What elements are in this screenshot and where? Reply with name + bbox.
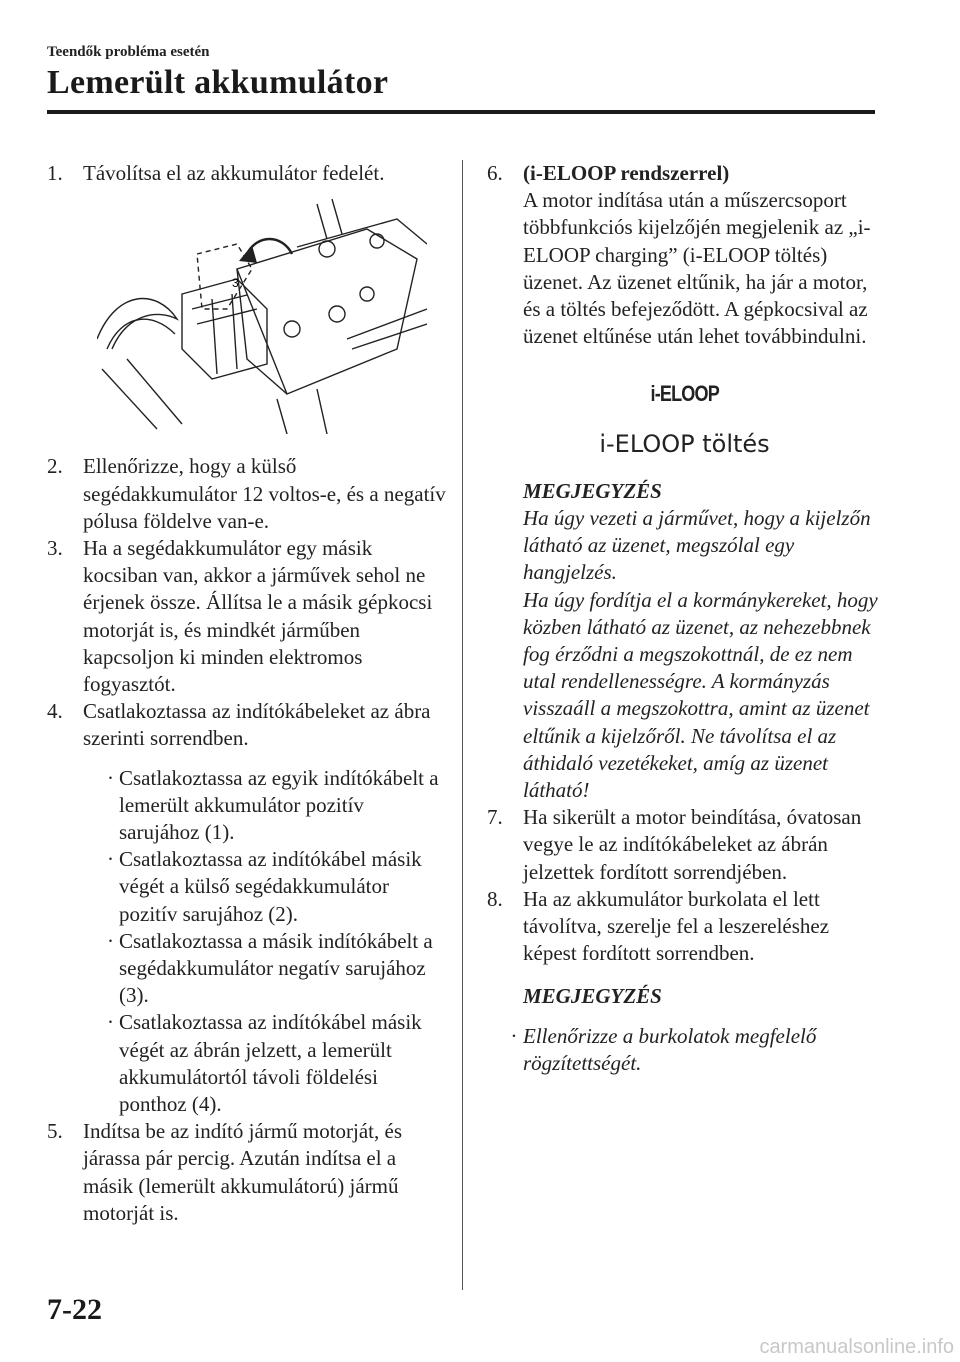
step-text: A motor indítása után a műszercsoport többfunkciós kijelzőjén megjelenik az „i-ELOOP charging” (i-ELOOP töltés) üzenet. Az üzenet eltűnik, ha jár a motor, és a töltés befejeződött. A gépkocsival az üzenet eltűnése után lehet továbbindulni. (523, 188, 871, 349)
step-6 (487, 160, 882, 350)
column-divider (462, 160, 463, 1290)
step-text: Ellenőrizze, hogy a külső segédakkumulátor 12 voltos-e, és a negatív pólusa földelve van-e. (83, 454, 446, 533)
section-heading: Teendők probléma esetén (47, 44, 210, 60)
step-7 (487, 804, 882, 886)
note-bullet (487, 1023, 882, 1077)
bullet-text: Csatlakoztassa az egyik indítókábelt a lemerült akkumulátor pozitív sarujához (1). (119, 765, 439, 845)
note-text: Ha úgy vezeti a járművet, hogy a kijelzőn látható az üzenet, megszólal egy hangjelzés. (523, 506, 871, 585)
step-number: 8. (487, 886, 503, 911)
title-rule (47, 110, 875, 114)
bullet-item (83, 765, 447, 847)
page-number: 7-22 (47, 1293, 102, 1326)
eloop-logo: i-ELOOP (650, 381, 719, 407)
step-heading: (i-ELOOP rendszerrel) (523, 161, 730, 185)
battery-cover-illustration (97, 199, 427, 434)
page-title: Lemerült akkumulátor (47, 64, 389, 101)
bullet-dot: · (107, 847, 114, 872)
bullet-dot: · (107, 765, 114, 790)
step-number: 5. (47, 1119, 63, 1144)
step-1 (47, 160, 447, 187)
eloop-indicator (487, 380, 882, 457)
bullet-item (83, 1009, 447, 1118)
bullet-item (83, 928, 447, 1010)
step-number: 1. (47, 161, 63, 185)
step-text: Ha a segédakkumulátor egy másik kocsiban van, akkor a járművek sehol ne érjenek össze. Állítsa le a másik gépkocsi motorját is, és mindkét járműben kapcsoljon ki minden elektromos fogyasztót. (83, 536, 433, 697)
step-text: Ha sikerült a motor beindítása, óvatosan vegye le az indítókábeleket az ábrán jelzettek fordított sorrendjében. (523, 805, 862, 884)
bullet-dot: · (107, 928, 114, 953)
step-number: 3. (47, 536, 63, 561)
right-column (487, 160, 882, 1077)
step-5 (47, 1118, 447, 1227)
bullet-text: Csatlakoztassa a másik indítókábelt a segédakkumulátor negatív sarujához (3). (119, 928, 433, 1008)
bullet-text: Csatlakoztassa az indítókábel másik végét az ábrán jelzett, a lemerült akkumulátortól távoli földelési ponthoz (4). (119, 1010, 422, 1117)
bullet-dot: · (511, 1023, 517, 1048)
step-text: Indítsa be az indító jármű motorját, és járassa pár percig. Azután indítsa el a másik (lemerült akkumulátorú) jármű motorját is. (83, 1119, 402, 1225)
bullet-item (83, 846, 447, 928)
step-text: Ha az akkumulátor burkolata el lett távolítva, szerelje fel a leszereléshez képest fordított sorrendben. (523, 886, 830, 966)
left-column (47, 160, 447, 1227)
note-text: Ha úgy fordítja el a kormánykereket, hogy közben látható az üzenet, az nehezebbnek fog érződni a megszokottnál, de ez nem utal rendellenességre. A kormányzás visszaáll a megszokottra, amint az üzenet eltűnik a kijelzőről. Ne távolítsa el az áthidaló vezetékeket, amíg az üzenet látható! (523, 587, 878, 803)
figure-label-3: 3 (232, 276, 239, 291)
note-heading: MEGJEGYZÉS (523, 984, 662, 1009)
bullet-text: Ellenőrizze a burkolatok megfelelő rögzítettségét. (523, 1023, 817, 1075)
bullet-text: Csatlakoztassa az indítókábel másik végét a külső segédakkumulátor pozitív sarujához (2). (119, 847, 422, 926)
step-number: 6. (487, 161, 503, 185)
step-number: 2. (47, 454, 63, 479)
step-2 (47, 453, 447, 535)
eloop-caption: i-ELOOP töltés (599, 429, 770, 458)
step-8 (487, 886, 882, 968)
step-number: 7. (487, 805, 503, 830)
step-3 (47, 535, 447, 698)
step-number: 4. (47, 699, 63, 724)
bullet-dot: · (107, 1010, 114, 1035)
step-text: Csatlakoztassa az indítókábeleket az ábra szerinti sorrendben. (83, 699, 431, 751)
footer-watermark: carmanualsonline.info (759, 1336, 954, 1358)
step-4 (47, 698, 447, 752)
note-heading: MEGJEGYZÉS (523, 478, 662, 503)
step-text: Távolítsa el az akkumulátor fedelét. (83, 161, 385, 185)
